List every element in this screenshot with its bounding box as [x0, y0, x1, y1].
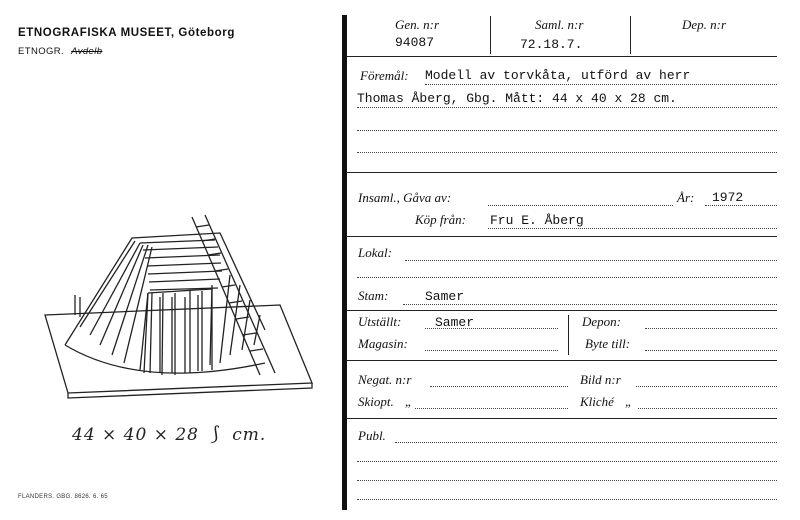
foremal-label: Föremål: — [360, 68, 409, 83]
kop-value: Fru E. Åberg — [490, 213, 584, 228]
section-rule — [347, 236, 777, 237]
dotted-line — [488, 205, 673, 206]
department-line — [18, 46, 102, 57]
skiopt-label: Skiopt. — [358, 394, 394, 409]
measurement-unit: cm. — [232, 425, 267, 445]
saml-nr-label: Saml. n:r — [535, 17, 584, 32]
stam-value: Samer — [425, 289, 465, 304]
kop-label: Köp från: — [415, 212, 466, 227]
section-rule — [347, 418, 777, 419]
dotted-line — [645, 350, 777, 351]
handwritten-measurement — [72, 423, 266, 445]
dotted-line — [357, 152, 777, 153]
dotted-line — [357, 130, 777, 131]
magasin-label: Magasin: — [358, 336, 408, 351]
dotted-line — [357, 107, 777, 108]
dotted-line — [645, 328, 777, 329]
dotted-line — [415, 408, 568, 409]
dotted-line — [636, 386, 777, 387]
museum-title: ETNOGRAFISKA MUSEET, Göteborg — [18, 27, 235, 39]
foremal-line-1: Modell av torvkåta, utförd av herr — [425, 68, 691, 83]
dotted-line — [403, 304, 777, 305]
dotted-line — [405, 260, 777, 261]
kliche-label: Kliché — [580, 394, 614, 409]
kliche-value: „ — [625, 394, 633, 409]
dotted-line — [425, 328, 558, 329]
foremal-line-2: Thomas Åberg, Gbg. Mått: 44 x 40 x 28 cm. — [357, 91, 677, 106]
dotted-line — [395, 442, 777, 443]
section-rule — [347, 172, 777, 173]
negat-label: Negat. n:r — [358, 372, 412, 387]
dotted-line — [357, 499, 777, 500]
gen-nr-label: Gen. n:r — [395, 17, 440, 32]
department-struck: Avdelb — [71, 46, 103, 57]
dotted-line — [357, 480, 777, 481]
utstallt-label: Utställt: — [358, 314, 402, 329]
measurement-dimensions: 44 × 40 × 28 — [72, 425, 199, 445]
skiopt-value: „ — [405, 394, 413, 409]
utstallt-divider — [568, 315, 569, 355]
bild-label: Bild n:r — [580, 372, 621, 387]
dotted-line — [430, 386, 568, 387]
section-rule — [347, 310, 777, 311]
top-divider-2 — [630, 16, 631, 54]
printer-footer: FLANDERS. GBG. 8626. 6. 65 — [18, 494, 108, 500]
insaml-label: Insaml., Gåva av: — [358, 190, 452, 205]
depon-label: Depon: — [582, 314, 621, 329]
saml-nr-value: 72.18.7. — [520, 37, 583, 52]
kata-model-drawing — [40, 205, 330, 400]
publ-label: Publ. — [358, 428, 386, 443]
stam-label: Stam: — [358, 288, 389, 303]
top-divider-1 — [490, 16, 491, 54]
ar-value: 1972 — [712, 190, 744, 205]
dotted-line — [705, 205, 777, 206]
dotted-line — [638, 408, 777, 409]
card-divider-line — [342, 15, 347, 510]
department-prefix: ETNOGR. — [18, 46, 65, 57]
dotted-line — [357, 461, 777, 462]
dotted-line — [488, 228, 777, 229]
top-row-rule — [347, 56, 777, 57]
dotted-line — [425, 350, 558, 351]
section-rule — [347, 360, 777, 361]
bracket-arrow-icon: ⟆ — [211, 423, 220, 445]
dep-nr-label: Dep. n:r — [682, 17, 727, 32]
dotted-line — [425, 84, 777, 85]
dotted-line — [357, 277, 777, 278]
byte-label: Byte till: — [585, 336, 631, 351]
utstallt-value: Samer — [435, 315, 475, 330]
lokal-label: Lokal: — [358, 245, 392, 260]
gen-nr-value: 94087 — [395, 35, 435, 50]
ar-label: År: — [677, 190, 695, 205]
